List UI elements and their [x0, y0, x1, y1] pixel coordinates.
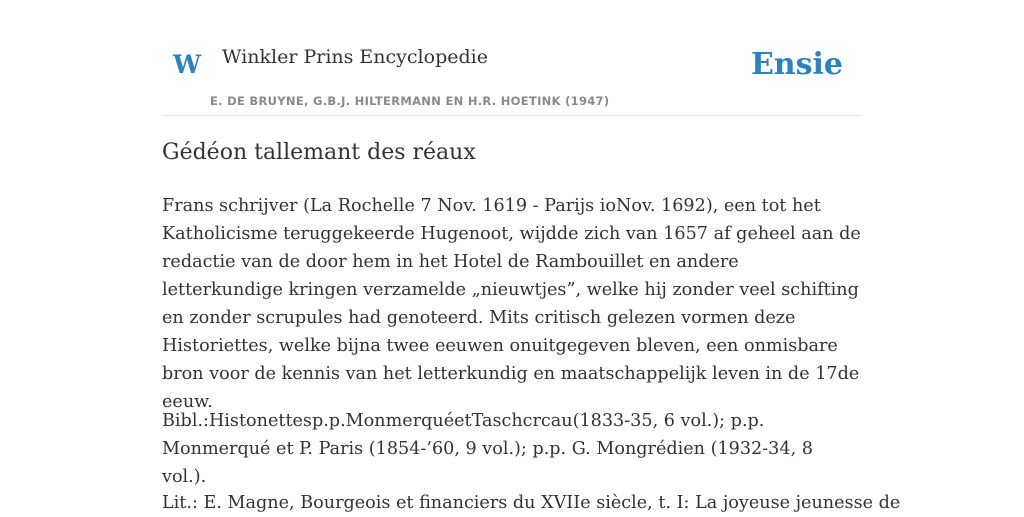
page: [162, 0, 901, 513]
article-paragraph: Frans schrijver (La Rochelle 7 Nov. 1619 - Parijs ioNov. 1692), een tot het Katholicisme teruggekeerde Hugenoot, wijdde zich van 1657 af geheel aan de redactie van de door hem in het Hotel de Rambouillet en andere letterkundige kringen verzamelde „nieuwtjes”, welke hij zonder veel schifting en zonder scrupules had genoteerd. Mits critisch gelezen vormen deze Historiettes, welke bijna twee eeuwen onuitgegeven bleven, een onmisbare bron voor de kennis van het letterkundig en maatschappelijk leven in de 17de eeuw.: [162, 196, 861, 412]
publication-authors: E. DE BRUYNE, G.B.J. HILTERMANN EN H.R. HOETINK (1947): [210, 94, 610, 108]
bibliography-paragraph: Bibl.:Histonettesp.p.MonmerquéetTaschcrcau(1833-35, 6 vol.); p.p. Monmerqué et P. Paris (1854-’60, 9 vol.); p.p. G. Mongrédien (1932-34, 8 vol.).: [162, 411, 813, 487]
header: [162, 0, 862, 116]
ensie-logo-link[interactable]: Ensie: [750, 47, 843, 82]
winkler-prins-logo[interactable]: W: [173, 50, 202, 79]
publication-title[interactable]: Winkler Prins Encyclopedie: [222, 46, 488, 68]
article-title: Gédéon tallemant des réaux: [162, 140, 476, 165]
literature-paragraph: Lit.: E. Magne, Bourgeois et financiers du XVIIe siècle, t. I: La joyeuse jeunesse de: [162, 493, 901, 513]
